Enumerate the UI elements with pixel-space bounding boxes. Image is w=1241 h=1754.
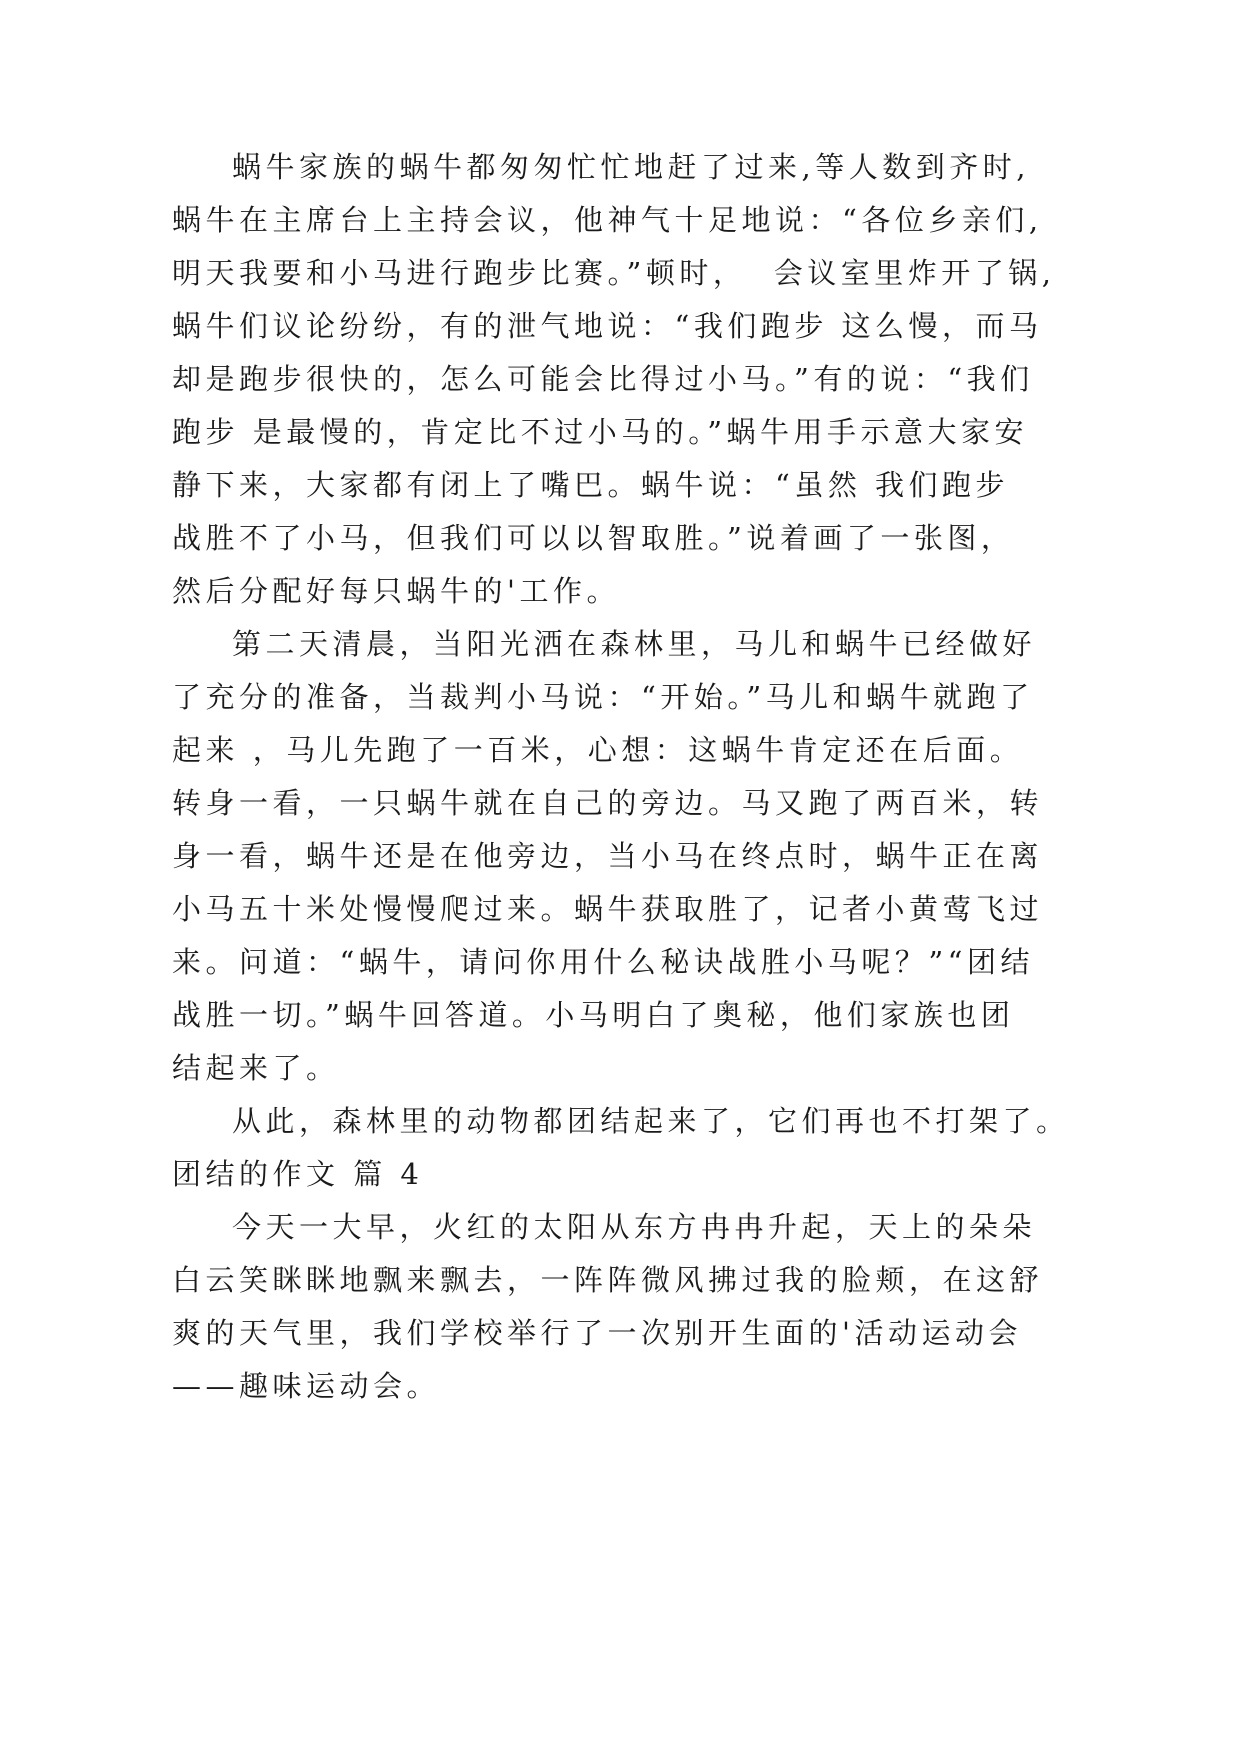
text-line: 了充分的准备，当裁判小马说：“开始。”马儿和蜗牛就跑了 [172,680,1034,714]
text-line: 战胜一切。”蜗牛回答道。小马明白了奥秘，他们家族也团 [172,998,1015,1032]
text-line: 从此，森林里的动物都团结起来了，它们再也不打架了。 [232,1104,1070,1138]
text-line: 爽的天气里，我们学校举行了一次别开生面的'活动运动会 [172,1316,1022,1350]
text-line: 静下来，大家都有闭上了嘴巴。蜗牛说：“虽然 我们跑步 [172,468,1010,502]
text-line: 然后分配好每只蜗牛的'工作。 [172,574,620,608]
text-line: 蜗牛们议论纷纷，有的泄气地说：“我们跑步 这么慢，而马 [172,309,1043,343]
text-line: 却是跑步很快的，怎么可能会比得过小马。”有的说：“我们 [172,362,1034,396]
section-heading: 团结的作文 篇 4 [172,1157,424,1191]
text-line: 战胜不了小马，但我们可以以智取胜。”说着画了一张图， [172,521,1015,555]
text-line: 蜗牛在主席台上主持会议，他神气十足地说：“各位乡亲们, [172,203,1043,237]
text-line: ——趣味运动会。 [172,1369,441,1403]
text-line: 跑步 是最慢的，肯定比不过小马的。”蜗牛用手示意大家安 [172,415,1029,449]
text-line: 明天我要和小马进行跑步比赛。”顿时， 会议室里炸开了锅, [172,256,1056,290]
text-line: 今天一大早，火红的太阳从东方冉冉升起，天上的朵朵 [232,1210,1037,1244]
text-line: 转身一看，一只蜗牛就在自己的旁边。马又跑了两百米，转 [172,786,1044,820]
text-line: 小马五十米处慢慢爬过来。蜗牛获取胜了，记者小黄莺飞过 [172,892,1044,926]
text-line: 身一看，蜗牛还是在他旁边，当小马在终点时，蜗牛正在离 [172,839,1044,873]
text-line: 结起来了。 [172,1051,340,1085]
text-line: 蜗牛家族的蜗牛都匆匆忙忙地赶了过来,等人数到齐时, [232,150,1030,184]
text-line: 第二天清晨，当阳光洒在森林里，马儿和蜗牛已经做好 [232,627,1037,661]
text-line: 来。问道：“蜗牛，请问你用什么秘诀战胜小马呢？”“团结 [172,945,1034,979]
text-line: 白云笑眯眯地飘来飘去，一阵阵微风拂过我的脸颊，在这舒 [172,1263,1044,1297]
text-line: 起来 ，马儿先跑了一百米，心想：这蜗牛肯定还在后面。 [172,733,1024,767]
